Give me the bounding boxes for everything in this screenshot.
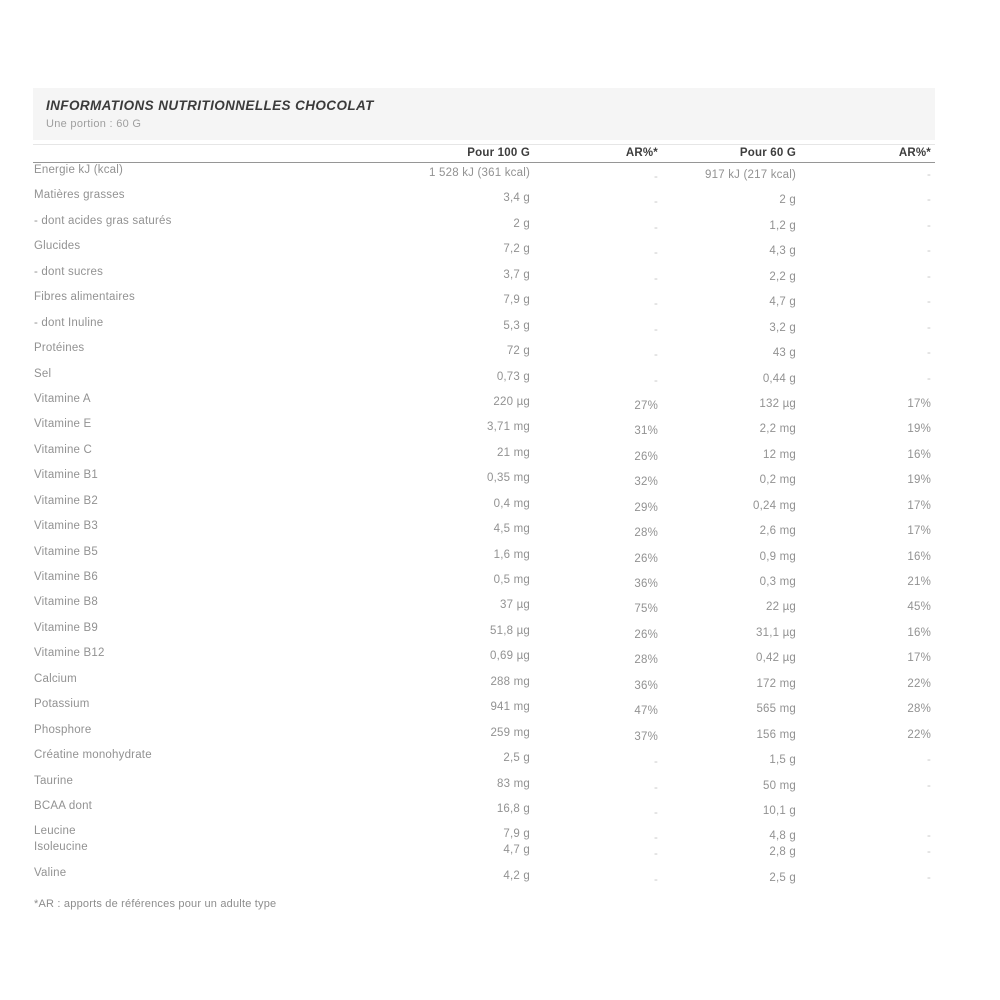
value-per-60g: 2,6 mg — [759, 525, 796, 538]
value-per-100g: 0,5 mg — [493, 574, 530, 586]
value-per-60g: 2,8 g — [769, 845, 796, 858]
table-row — [33, 188, 935, 213]
value-per-100g: 2 g — [513, 217, 530, 230]
value-per-100g: 7,9 g — [503, 294, 530, 307]
nutrition-table — [33, 144, 935, 891]
ar-percent-60g: 16% — [907, 550, 931, 563]
table-row — [33, 316, 935, 341]
value-per-60g: 3,2 g — [769, 321, 796, 334]
ar-percent-60g: - — [926, 219, 931, 232]
row-label: - dont acides gras saturés — [34, 214, 172, 227]
ar-percent-60g: - — [926, 871, 931, 884]
table-row — [33, 697, 935, 722]
table-row — [33, 468, 935, 493]
row-label: Vitamine B1 — [34, 469, 98, 482]
ar-percent-100g: - — [653, 349, 658, 362]
value-per-100g: 72 g — [506, 345, 530, 358]
ar-percent-60g: 19% — [907, 423, 931, 436]
row-label: Vitamine A — [34, 392, 91, 405]
value-per-60g: 10,1 g — [762, 804, 796, 817]
table-row — [33, 494, 935, 519]
ar-footnote: *AR : apports de références pour un adulte type — [34, 898, 277, 911]
row-label: Potassium — [34, 698, 90, 711]
row-label: Vitamine B5 — [34, 545, 98, 558]
value-per-100g: 2,5 g — [503, 752, 530, 765]
value-per-100g: 37 µg — [499, 599, 530, 612]
ar-percent-100g: - — [653, 196, 658, 209]
ar-percent-100g: 27% — [634, 399, 658, 412]
ar-percent-60g: 45% — [907, 601, 931, 614]
ar-percent-60g: 17% — [907, 525, 931, 538]
value-per-100g: 16,8 g — [496, 802, 530, 815]
ar-percent-60g: 16% — [907, 626, 931, 639]
table-row — [33, 443, 935, 468]
ar-percent-60g: - — [926, 270, 931, 283]
table-row — [33, 824, 935, 845]
value-per-60g: 1,5 g — [769, 754, 796, 767]
value-per-60g: 22 µg — [765, 601, 796, 614]
table-row — [33, 570, 935, 595]
row-label: Valine — [34, 866, 67, 879]
value-per-60g: 132 µg — [759, 397, 796, 410]
table-row — [33, 723, 935, 748]
ar-percent-60g: 17% — [907, 397, 931, 410]
ar-percent-100g: - — [653, 298, 658, 311]
row-label: BCAA dont — [34, 799, 93, 812]
row-label: Vitamine B12 — [34, 647, 105, 660]
value-per-100g: 941 mg — [490, 701, 530, 714]
row-label: - dont sucres — [34, 265, 104, 278]
ar-percent-100g: - — [653, 832, 658, 845]
ar-percent-60g: - — [926, 347, 931, 360]
ar-percent-60g: 22% — [907, 677, 931, 690]
ar-percent-100g: 47% — [634, 705, 658, 718]
row-label: Vitamine C — [34, 443, 93, 456]
table-row — [33, 163, 935, 188]
table-row — [33, 774, 935, 799]
value-per-60g: 0,9 mg — [759, 550, 796, 563]
value-per-100g: 0,73 g — [496, 370, 530, 383]
ar-percent-100g: - — [653, 847, 658, 860]
value-per-60g: 0,3 mg — [759, 576, 796, 588]
row-label: Vitamine B2 — [34, 494, 98, 507]
ar-percent-60g: 28% — [907, 703, 931, 716]
value-per-60g: 0,24 mg — [753, 499, 796, 512]
row-label: Phosphore — [34, 723, 92, 736]
ar-percent-60g: - — [926, 321, 931, 334]
table-row — [33, 672, 935, 697]
value-per-60g: 0,42 µg — [756, 652, 796, 665]
page-title: INFORMATIONS NUTRITIONNELLES CHOCOLAT — [46, 98, 374, 113]
row-label: - dont Inuline — [34, 316, 104, 329]
value-per-60g: 4,8 g — [769, 830, 796, 843]
ar-percent-100g: - — [653, 806, 658, 819]
row-label: Protéines — [34, 342, 85, 355]
header-ar-percent-2: AR%* — [898, 147, 931, 159]
value-per-60g: 2,2 g — [769, 270, 796, 283]
value-per-60g: 43 g — [772, 347, 796, 360]
row-label: Glucides — [34, 240, 81, 253]
row-label: Isoleucine — [34, 840, 88, 853]
ar-percent-100g: - — [653, 781, 658, 794]
ar-percent-100g: 75% — [634, 603, 658, 616]
value-per-100g: 4,7 g — [503, 843, 530, 856]
row-label: Vitamine B8 — [34, 596, 98, 609]
header-ar-percent-1: AR%* — [625, 147, 658, 159]
ar-percent-60g: - — [926, 169, 931, 181]
table-row — [33, 646, 935, 671]
value-per-100g: 5,3 g — [503, 319, 530, 332]
table-row — [33, 367, 935, 392]
value-per-100g: 4,2 g — [503, 869, 530, 882]
ar-percent-60g: 17% — [907, 499, 931, 512]
ar-percent-60g: - — [926, 296, 931, 309]
ar-percent-100g: - — [653, 272, 658, 285]
ar-percent-60g: - — [926, 372, 931, 385]
value-per-100g: 288 mg — [490, 675, 530, 688]
ar-percent-100g: 26% — [634, 450, 658, 463]
value-per-100g: 3,71 mg — [487, 421, 530, 434]
value-per-100g: 7,2 g — [503, 243, 530, 256]
ar-percent-60g: - — [926, 194, 931, 207]
ar-percent-100g: 28% — [634, 654, 658, 667]
row-label: Calcium — [34, 672, 77, 685]
ar-percent-60g: - — [926, 779, 931, 792]
value-per-100g: 259 mg — [490, 726, 530, 739]
ar-percent-100g: - — [653, 221, 658, 234]
ar-percent-60g: 21% — [907, 576, 931, 588]
table-body — [33, 163, 935, 891]
value-per-100g: 0,35 mg — [487, 472, 530, 485]
table-row — [33, 290, 935, 315]
value-per-100g: 4,5 mg — [493, 523, 530, 536]
table-row — [33, 214, 935, 239]
value-per-100g: 3,4 g — [503, 192, 530, 205]
ar-percent-100g: - — [653, 171, 658, 183]
table-row — [33, 748, 935, 773]
value-per-100g: 1 528 kJ (361 kcal) — [429, 167, 530, 179]
value-per-60g: 2,5 g — [769, 871, 796, 884]
value-per-60g: 50 mg — [763, 779, 796, 792]
table-row — [33, 519, 935, 544]
ar-percent-100g: 32% — [634, 476, 658, 489]
value-per-60g: 2 g — [779, 194, 796, 207]
value-per-60g: 565 mg — [756, 703, 796, 716]
ar-percent-100g: 36% — [634, 578, 658, 590]
ar-percent-100g: - — [653, 323, 658, 336]
row-label: Vitamine B6 — [34, 571, 98, 583]
value-per-60g: 4,3 g — [769, 245, 796, 258]
value-per-60g: 0,2 mg — [759, 474, 796, 487]
ar-percent-100g: - — [653, 756, 658, 769]
value-per-60g: 156 mg — [756, 728, 796, 741]
value-per-60g: 0,44 g — [762, 372, 796, 385]
ar-percent-60g: - — [926, 830, 931, 843]
table-row — [33, 265, 935, 290]
row-label: Taurine — [34, 774, 74, 787]
value-per-60g: 1,2 g — [769, 219, 796, 232]
value-per-100g: 7,9 g — [503, 828, 530, 841]
ar-percent-100g: 28% — [634, 527, 658, 540]
value-per-100g: 0,4 mg — [493, 497, 530, 510]
title-block — [33, 88, 935, 140]
value-per-100g: 1,6 mg — [493, 548, 530, 561]
ar-percent-60g: 22% — [907, 728, 931, 741]
row-label: Vitamine B9 — [34, 621, 98, 634]
value-per-100g: 0,69 µg — [490, 650, 530, 663]
value-per-60g: 917 kJ (217 kcal) — [705, 169, 796, 181]
row-label: Fibres alimentaires — [34, 291, 135, 304]
row-label: Energie kJ (kcal) — [34, 164, 124, 176]
ar-percent-100g: - — [653, 873, 658, 886]
portion-subtitle: Une portion : 60 G — [46, 118, 142, 130]
ar-percent-60g: 17% — [907, 652, 931, 665]
row-label: Matières grasses — [34, 189, 125, 202]
ar-percent-60g: - — [926, 245, 931, 258]
table-row — [33, 799, 935, 824]
table-row — [33, 417, 935, 442]
ar-percent-60g: - — [926, 754, 931, 767]
ar-percent-100g: 26% — [634, 628, 658, 641]
value-per-100g: 220 µg — [493, 395, 530, 408]
table-row — [33, 866, 935, 891]
ar-percent-100g: 31% — [634, 425, 658, 438]
ar-percent-100g: 29% — [634, 501, 658, 514]
row-label: Vitamine E — [34, 418, 92, 431]
ar-percent-60g: 19% — [907, 474, 931, 487]
ar-percent-100g: - — [653, 247, 658, 260]
value-per-100g: 3,7 g — [503, 268, 530, 281]
row-label: Sel — [34, 367, 52, 380]
table-row — [33, 239, 935, 264]
value-per-60g: 172 mg — [756, 677, 796, 690]
value-per-100g: 83 mg — [497, 777, 530, 790]
row-label: Vitamine B3 — [34, 520, 98, 533]
ar-percent-100g: - — [653, 374, 658, 387]
table-row — [33, 341, 935, 366]
table-row — [33, 621, 935, 646]
value-per-60g: 2,2 mg — [759, 423, 796, 436]
table-header-row — [33, 144, 935, 163]
table-row — [33, 392, 935, 417]
table-row — [33, 595, 935, 620]
header-per-60g: Pour 60 G — [739, 147, 796, 159]
ar-percent-100g: 37% — [634, 730, 658, 743]
value-per-60g: 4,7 g — [769, 296, 796, 309]
row-label: Leucine — [34, 825, 76, 838]
table-row — [33, 545, 935, 570]
header-per-100g: Pour 100 G — [467, 147, 530, 159]
ar-percent-100g: 26% — [634, 552, 658, 565]
value-per-100g: 21 mg — [497, 446, 530, 459]
ar-percent-100g: 36% — [634, 679, 658, 692]
value-per-100g: 51,8 µg — [490, 624, 530, 637]
ar-percent-60g: - — [926, 845, 931, 858]
ar-percent-60g: 16% — [907, 448, 931, 461]
row-label: Créatine monohydrate — [34, 749, 152, 762]
nutrition-panel — [33, 88, 935, 910]
value-per-60g: 12 mg — [763, 448, 796, 461]
value-per-60g: 31,1 µg — [756, 626, 796, 639]
